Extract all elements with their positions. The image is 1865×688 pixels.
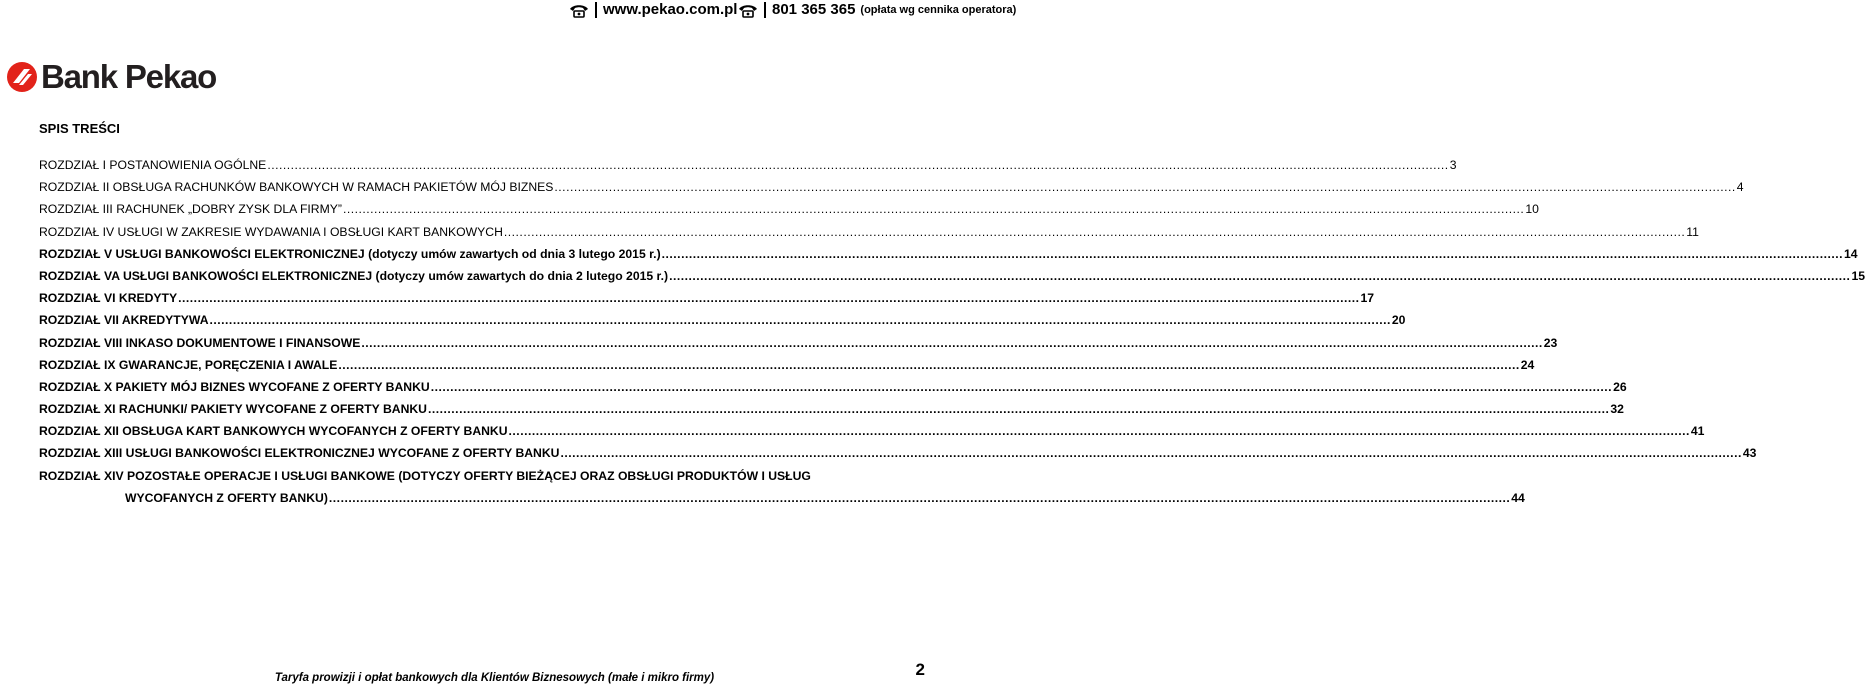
toc-entry-title: ROZDZIAŁ V USŁUGI BANKOWOŚCI ELEKTRONICZNEJ (dotyczy umów zawartych od dnia 3 lutego 2015 r.) [39,246,661,261]
toc-entry[interactable] [39,180,1744,202]
toc-entry-page: 24 [1520,357,1535,372]
phone-handset-icon [737,2,759,18]
toc-entry[interactable] [39,335,1558,358]
toc-entry-title: ROZDZIAŁ XIII USŁUGI BANKOWOŚCI ELEKTRONICZNEJ WYCOFANE Z OFERTY BANKU [39,446,560,461]
toc-entry-page: 14 [1844,246,1858,261]
website-link[interactable]: www.pekao.com.pl [603,1,738,18]
toc-entry-page: 10 [1525,202,1539,217]
toc-entry-title: ROZDZIAŁ I POSTANOWIENIA OGÓLNE [39,158,267,172]
toc-entry[interactable] [39,313,1406,335]
toc-heading: SPIS TREŚCI [39,121,120,136]
toc-entry-title: ROZDZIAŁ IX GWARANCJE, PORĘCZENIA I AWALE [39,357,338,372]
toc-entry-continuation [39,490,1525,513]
toc-entry[interactable] [39,357,1535,380]
pekao-mark-icon [6,61,38,93]
toc-entry-title: ROZDZIAŁ XI RACHUNKI/ PAKIETY WYCOFANE Z OFERTY BANKU [39,402,427,417]
contact-bar [0,0,1017,24]
toc-entry-page: 11 [1686,224,1699,239]
toc-entry[interactable] [39,246,1858,269]
toc-entry[interactable] [39,446,1757,468]
toc-entry-page: 32 [1610,402,1624,417]
toc-entry-title: ROZDZIAŁ XII OBSŁUGA KART BANKOWYCH WYCOFANYCH Z OFERTY BANKU [39,424,508,439]
toc-entry-page: 3 [1449,158,1457,172]
dot-leader [210,313,1391,328]
dot-leader [329,491,1510,506]
toc-entry-title: ROZDZIAŁ X PAKIETY MÓJ BIZNES WYCOFANE Z OFERTY BANKU [39,379,430,394]
toc-entry-page: 4 [1736,180,1744,195]
toc-entry-title: ROZDZIAŁ IV USŁUGI W ZAKRESIE WYDAWANIA I OBSŁUGI KART BANKOWYCH [39,224,503,239]
toc-entry[interactable] [39,402,1624,424]
table-of-contents [39,158,1865,513]
toc-entry-page: 17 [1360,291,1375,306]
footer-text: Taryfa prowizji i opłat bankowych dla Klientów Biznesowych (małe i mikro firmy) [274,672,715,684]
phone-number[interactable]: 801 365 365 [772,1,856,18]
toc-entry-page: 23 [1543,335,1558,350]
toc-entry[interactable] [39,291,1375,313]
toc-entry-title: ROZDZIAŁ VI KREDYTY [39,291,178,306]
toc-entry[interactable] [39,424,1705,446]
toc-entry-page: 44 [1511,490,1525,505]
phone-handset-icon [568,2,590,18]
toc-entry[interactable] [39,379,1627,402]
dot-leader [662,247,1843,262]
separator [764,2,766,18]
bank-logo [6,58,216,96]
toc-entry[interactable] [39,268,1865,291]
dot-leader [343,202,1524,217]
toc-entry-title-cont: WYCOFANYCH Z OFERTY BANKU) [125,490,328,505]
dot-leader [267,158,1448,173]
dot-leader [431,380,1612,395]
dot-leader [669,269,1850,284]
toc-entry-page: 20 [1391,313,1406,328]
website-contact [568,1,737,18]
dot-leader [361,336,1542,351]
dot-leader [509,424,1690,439]
toc-entry-page: 26 [1613,379,1627,394]
dot-leader [504,225,1685,240]
dot-leader [428,402,1609,417]
toc-entry-page: 15 [1851,268,1865,283]
phone-note: (opłata wg cennika operatora) [860,3,1017,16]
toc-entry-title: ROZDZIAŁ VA USŁUGI BANKOWOŚCI ELEKTRONICZNEJ (dotyczy umów zawartych do dnia 2 lutego 2015 r.) [39,268,669,283]
brand-name: Bank Pekao [41,58,217,95]
toc-entry[interactable] [39,468,1525,513]
phone-contact [737,1,1016,18]
toc-entry-title: ROZDZIAŁ VIII INKASO DOKUMENTOWE I FINANSOWE [39,335,361,350]
dot-leader [554,180,1735,195]
toc-entry[interactable] [39,202,1539,224]
toc-entry-title: ROZDZIAŁ XIV POZOSTAŁE OPERACJE I USŁUGI BANKOWE (DOTYCZY OFERTY BIEŻĄCEJ ORAZ OBSŁUGI PRODUKTÓW I USŁUG [39,468,811,483]
dot-leader [338,358,1519,373]
toc-entry-page: 43 [1742,446,1757,461]
toc-entry-title: ROZDZIAŁ III RACHUNEK „DOBRY ZYSK DLA FIRMY” [39,202,342,217]
page-number: 2 [915,660,925,679]
toc-entry-title: ROZDZIAŁ II OBSŁUGA RACHUNKÓW BANKOWYCH W RAMACH PAKIETÓW MÓJ BIZNES [39,180,554,195]
dot-leader [560,446,1741,461]
toc-entry[interactable] [39,224,1699,247]
separator [595,2,597,18]
dot-leader [178,291,1359,306]
toc-entry-page: 41 [1690,424,1705,439]
toc-entry-title: ROZDZIAŁ VII AKREDYTYWA [39,313,209,328]
toc-entry[interactable] [39,158,1457,180]
